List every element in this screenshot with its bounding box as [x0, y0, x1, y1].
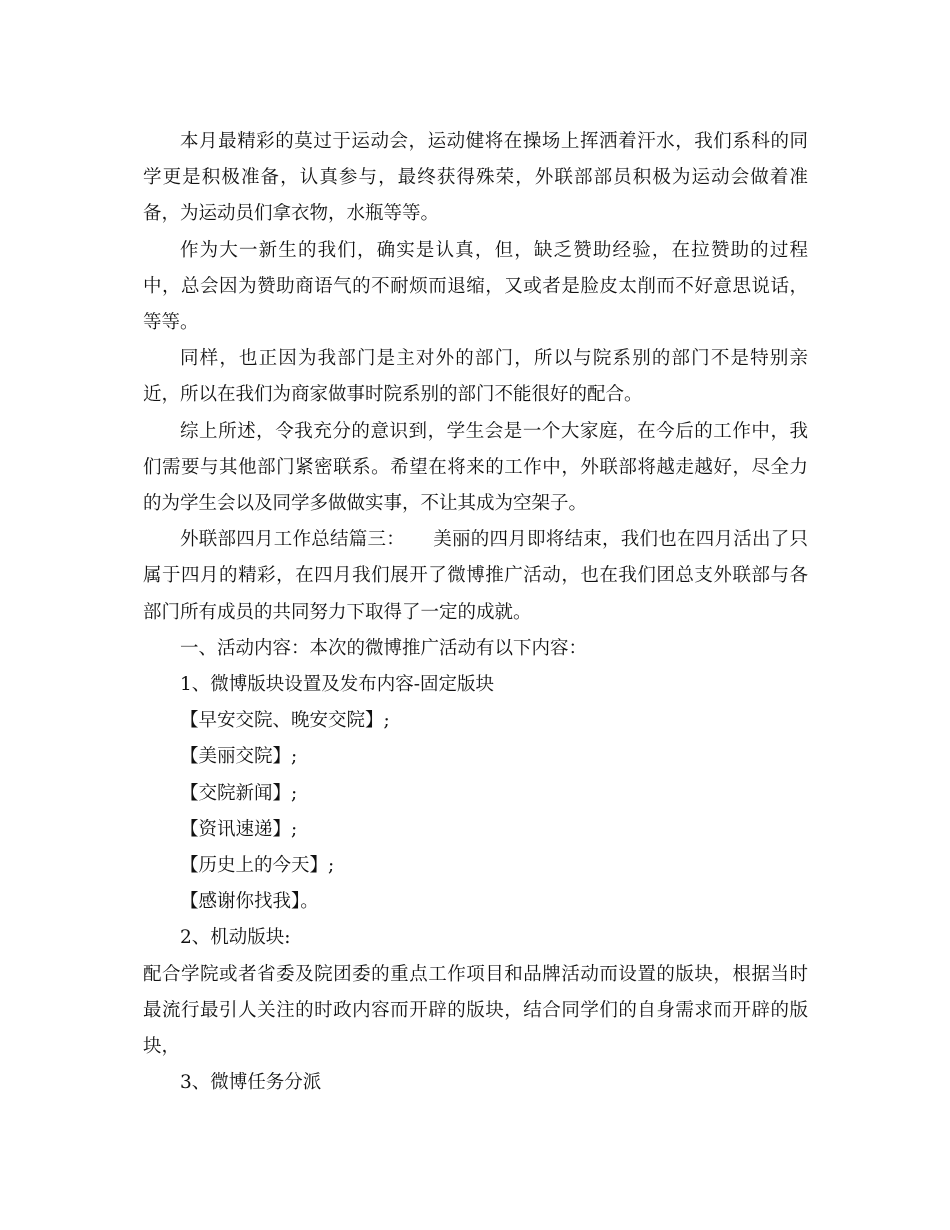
paragraph-flexible-sections: 配合学院或者省委及院团委的重点工作项目和品牌活动而设置的版块，根据当时最流行最引人关注的时政内容而开辟的版块，结合同学们的自身需求而开辟的版块，	[143, 963, 808, 1058]
section-heading-fixed-sections: 1、微博版块设置及发布内容-固定版块	[180, 674, 495, 696]
paragraph-freshman-experience: 作为大一新生的我们，确实是认真，但，缺乏赞助经验，在拉赞助的过程中，总会因为赞助商语气的不耐烦而退缩，又或者是脸皮太削而不好意思说话，等等。	[143, 239, 808, 334]
paragraph-april-summary-part-three: 外联部四月工作总结篇三： 美丽的四月即将结束，我们也在四月活出了只属于四月的精彩，在四月我们展开了微博推广活动，也在我们团总支外联部与各部门所有成员的共同努力下取得了一定的成就。	[143, 529, 808, 623]
document-body	[143, 124, 808, 1101]
list-item: 【资讯速递】;	[180, 818, 298, 840]
paragraph-department-relations: 同样，也正因为我部门是主对外的部门，所以与院系别的部门不是特别亲近，所以在我们为商家做事时院系别的部门不能很好的配合。	[143, 348, 808, 406]
section-heading-activity-content: 一、活动内容：本次的微博推广活动有以下内容：	[180, 637, 588, 659]
paragraph-summary: 综上所述，令我充分的意识到，学生会是一个大家庭，在今后的工作中，我们需要与其他部门紧密联系。希望在将来的工作中，外联部将越走越好，尽全力的为学生会以及同学多做做实事，不让其成为空架子。	[143, 420, 808, 515]
list-item: 【早安交院、晚安交院】;	[180, 710, 390, 732]
section-heading-flexible-sections: 2、机动版块:	[180, 927, 291, 949]
list-item: 【历史上的今天】;	[180, 855, 335, 877]
section-heading-task-assignment: 3、微博任务分派	[180, 1072, 322, 1094]
list-item: 【感谢你找我】。	[180, 891, 319, 913]
list-item: 【美丽交院】;	[180, 746, 298, 768]
list-item: 【交院新闻】;	[180, 782, 298, 804]
paragraph-sports-meet: 本月最精彩的莫过于运动会，运动健将在操场上挥洒着汗水，我们系科的同学更是积极准备，认真参与，最终获得殊荣，外联部部员积极为运动会做着准备，为运动员们拿衣物，水瓶等等。	[143, 131, 808, 225]
